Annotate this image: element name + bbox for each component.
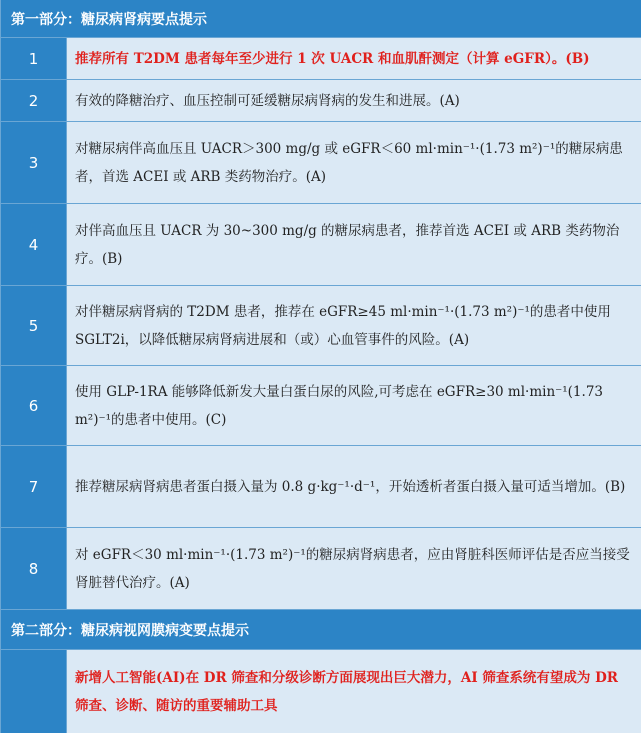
section-1-header: 第一部分：糖尿病肾病要点提示	[1, 0, 641, 38]
table-row	[1, 204, 641, 286]
row-text-content: 对 eGFR＜30 ml·min⁻¹·(1.73 m²)⁻¹的糖尿病肾病患者，应由肾脏科医师评估是否应当接受肾脏替代治疗。(A)	[75, 546, 630, 591]
row-text	[67, 38, 641, 79]
row-text-content: 对伴高血压且 UACR 为 30~300 mg/g 的糖尿病患者，推荐首选 ACEI 或 ARB 类药物治疗。(B)	[75, 222, 620, 267]
row-text-content: 对伴糖尿病肾病的 T2DM 患者，推荐在 eGFR≥45 ml·min⁻¹·(1.73 m²)⁻¹的患者中使用 SGLT2i，以降低糖尿病肾病进展和（或）心血管事件的风险。(A)	[75, 303, 611, 348]
row-text	[67, 80, 641, 121]
table-row	[1, 446, 641, 528]
row-text-content: 新增人工智能(AI)在 DR 筛查和分级诊断方面展现出巨大潜力，AI 筛查系统有望成为 DR 筛查、诊断、随访的重要辅助工具	[75, 669, 619, 714]
table-row	[1, 286, 641, 366]
row-text	[67, 446, 641, 527]
row-text	[67, 650, 641, 733]
row-number: 3	[1, 122, 67, 203]
row-text-content: 对糖尿病伴高血压且 UACR＞300 mg/g 或 eGFR＜60 ml·min⁻¹·(1.73 m²)⁻¹的糖尿病患者，首选 ACEI 或 ARB 类药物治疗。(A)	[75, 140, 623, 185]
row-text-content: 推荐所有 T2DM 患者每年至少进行 1 次 UACR 和血肌酐测定（计算 eGFR）。(B)	[75, 50, 590, 67]
table-row	[1, 650, 641, 733]
table-row	[1, 80, 641, 122]
table-row	[1, 38, 641, 80]
row-number: 8	[1, 528, 67, 609]
row-number: 1	[1, 38, 67, 79]
row-text-content: 有效的降糖治疗、血压控制可延缓糖尿病肾病的发生和进展。(A)	[75, 92, 460, 109]
row-text	[67, 286, 641, 365]
row-text	[67, 366, 641, 445]
row-text-content: 推荐糖尿病肾病患者蛋白摄入量为 0.8 g·kg⁻¹·d⁻¹，开始透析者蛋白摄入量可适当增加。(B)	[75, 478, 626, 495]
row-number: 2	[1, 80, 67, 121]
row-text	[67, 122, 641, 203]
row-number: 5	[1, 286, 67, 365]
row-text-content: 使用 GLP-1RA 能够降低新发大量白蛋白尿的风险,可考虑在 eGFR≥30 ml·min⁻¹(1.73 m²)⁻¹的患者中使用。(C)	[75, 383, 603, 428]
row-text	[67, 204, 641, 285]
row-number: 7	[1, 446, 67, 527]
table-row	[1, 366, 641, 446]
row-number	[1, 650, 67, 733]
section-2-header: 第二部分：糖尿病视网膜病变要点提示	[1, 610, 641, 650]
row-number: 4	[1, 204, 67, 285]
row-text	[67, 528, 641, 609]
table-row	[1, 122, 641, 204]
row-number: 6	[1, 366, 67, 445]
table-row	[1, 528, 641, 610]
